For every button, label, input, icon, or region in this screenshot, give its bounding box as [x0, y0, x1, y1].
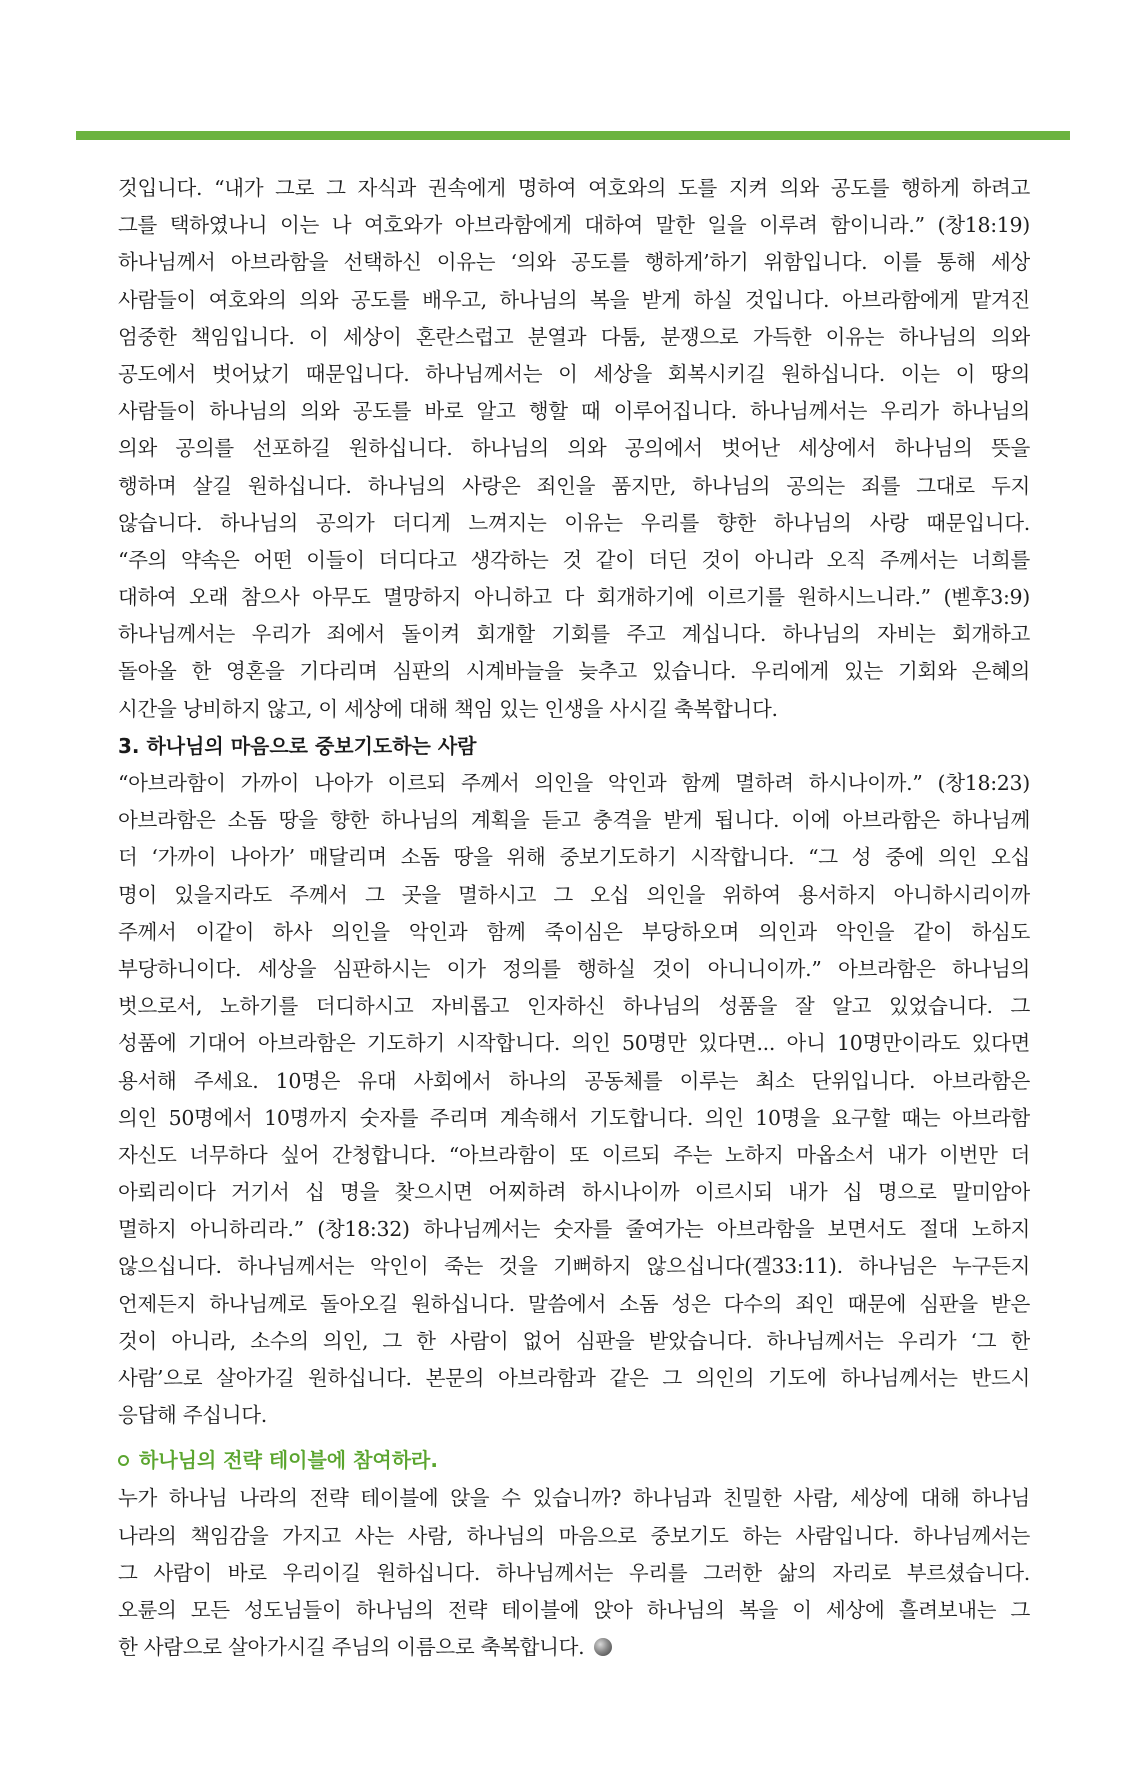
text-line-content: 것입니다. “내가 그로 그 자식과 권속에게 명하여 여호와의 도를 지켜 의와 공도를 행하게 하려고: [118, 176, 1030, 200]
text-line-content: 더 ‘가까이 나아가’ 매달리며 소돔 땅을 위해 중보기도하기 시작합니다. “그 성 중에 의인 오십: [118, 845, 1030, 870]
text-line-content: 자신도 너무하다 싶어 간청합니다. “아브라함이 또 이르되 주는 노하지 마옵소서 내가 이번만 더: [118, 1142, 1030, 1167]
top-green-rule: [76, 131, 1070, 140]
sub-heading-text: 하나님의 전략 테이블에 참여하라.: [139, 1447, 438, 1472]
text-line-content: 멸하지 아니하리라.” (창18:32) 하나님께서는 숫자를 줄여가는 아브라함을 보면서도 절대 노하지: [118, 1217, 1030, 1242]
text-line-content: 부당하니이다. 세상을 심판하시는 이가 정의를 행하실 것이 아니니이까.” 아브라함은 하나님의: [118, 956, 1030, 981]
text-line: [118, 244, 1030, 281]
text-line: [118, 1211, 1030, 1248]
text-line-content: 오륜의 모든 성도님들이 하나님의 전략 테이블에 앉아 하나님의 복을 이 세상에 흘려보내는 그: [118, 1597, 1030, 1622]
text-line-content: “아브라함이 가까이 나아가 이르되 주께서 의인을 악인과 함께 멸하려 하시나이까.” (창18:23): [118, 771, 1030, 795]
text-line: [118, 1518, 1030, 1555]
text-line: [118, 393, 1030, 430]
text-line: [118, 1323, 1030, 1360]
text-line-content: 행하며 살길 원하십니다. 하나님의 사랑은 죄인을 품지만, 하나님의 공의는 죄를 그대로 두지: [118, 473, 1030, 498]
text-line: [118, 356, 1030, 393]
text-line: [118, 468, 1030, 505]
text-line: [118, 170, 1030, 207]
text-line-content: 한 사람으로 살아가시길 주님의 이름으로 축복합니다.: [118, 1635, 585, 1660]
text-line-content: 사람들이 하나님의 의와 공도를 바로 알고 행할 때 이루어집니다. 하나님께서는 우리가 하나님의: [118, 399, 1030, 424]
text-line-content: 벗으로서, 노하기를 더디하시고 자비롭고 인자하신 하나님의 성품을 잘 알고 있었습니다. 그: [118, 994, 1030, 1019]
text-line: [118, 319, 1030, 356]
text-line-content: 공도에서 벗어났기 때문입니다. 하나님께서는 이 세상을 회복시키길 원하십니다. 이는 이 땅의: [118, 361, 1030, 386]
text-line: [118, 1248, 1030, 1285]
text-line-content: 응답해 주십니다.: [118, 1403, 267, 1428]
text-line: [118, 1360, 1030, 1397]
text-line-content: 누가 하나님 나라의 전략 테이블에 앉을 수 있습니까? 하나님과 친밀한 사람, 세상에 대해 하나님: [118, 1486, 1030, 1511]
text-line: [118, 1025, 1030, 1062]
text-line-content: 사람들이 여호와의 의와 공도를 배우고, 하나님의 복을 받게 하실 것입니다. 아브라함에게 맡겨진: [118, 287, 1030, 312]
text-line-content: 용서해 주세요. 10명은 유대 사회에서 하나의 공동체를 이루는 최소 단위입니다. 아브라함은: [118, 1068, 1030, 1093]
text-line-content: 의와 공의를 선포하길 원하십니다. 하나님의 의와 공의에서 벗어난 세상에서 하나님의 뜻을: [118, 436, 1030, 461]
text-line: [118, 877, 1030, 914]
text-line: [118, 616, 1030, 653]
text-line: [118, 1286, 1030, 1323]
section-heading: 3. 하나님의 마음으로 중보기도하는 사람: [118, 733, 477, 758]
text-line: [118, 542, 1030, 579]
text-line: [118, 839, 1030, 876]
text-line-content: 돌아올 한 영혼을 기다리며 심판의 시계바늘을 늦추고 있습니다. 우리에게 있는 기회와 은혜의: [118, 659, 1030, 684]
text-line: [118, 1174, 1030, 1211]
paragraph-block-2: [118, 765, 1030, 1434]
text-line-content: 않습니다. 하나님의 공의가 더디게 느껴지는 이유는 우리를 향한 하나님의 사랑 때문입니다.: [118, 510, 1030, 535]
text-line: [118, 653, 1030, 690]
text-line-content: 대하여 오래 참으사 아무도 멸망하지 아니하고 다 회개하기에 이르기를 원하시느니라.” (벧후3:9): [118, 585, 1030, 610]
text-line: [118, 1100, 1030, 1137]
text-line-content: 나라의 책임감을 가지고 사는 사람, 하나님의 마음으로 중보기도 하는 사람입니다. 하나님께서는: [118, 1523, 1030, 1548]
text-line-content: 성품에 기대어 아브라함은 기도하기 시작합니다. 의인 50명만 있다면... 아니 10명만이라도 있다면: [118, 1031, 1030, 1056]
text-line-content: 명이 있을지라도 주께서 그 곳을 멸하시고 그 오십 의인을 위하여 용서하지 아니하시리이까: [118, 882, 1030, 907]
text-line: [118, 765, 1030, 802]
text-line: [118, 207, 1030, 244]
page-content: [118, 170, 1030, 1666]
end-of-article-icon: [594, 1638, 612, 1656]
text-line: [118, 1397, 1030, 1434]
text-line-content: 아브라함은 소돔 땅을 향한 하나님의 계획을 듣고 충격을 받게 됩니다. 이에 아브라함은 하나님께: [118, 808, 1030, 833]
text-line: [118, 579, 1030, 616]
text-line-content: 엄중한 책임입니다. 이 세상이 혼란스럽고 분열과 다툼, 분쟁으로 가득한 이유는 하나님의 의와: [118, 324, 1030, 349]
text-line-content: 아뢰리이다 거기서 십 명을 찾으시면 어찌하려 하시나이까 이르시되 내가 십 명으로 말미암아: [118, 1180, 1030, 1205]
text-line-content: 의인 50명에서 10명까지 숫자를 주리며 계속해서 기도합니다. 의인 10명을 요구할 때는 아브라함: [118, 1105, 1030, 1130]
text-line-content: 주께서 이같이 하사 의인을 악인과 함께 죽이심은 부당하오며 의인과 악인을 같이 하심도: [118, 919, 1030, 944]
text-line-content: 하나님께서 아브라함을 선택하신 이유는 ‘의와 공도를 행하게’하기 위함입니다. 이를 통해 세상: [118, 250, 1030, 275]
text-line-content: 언제든지 하나님께로 돌아오길 원하십니다. 말씀에서 소돔 성은 다수의 죄인 때문에 심판을 받은: [118, 1291, 1030, 1316]
text-line-content: 하나님께서는 우리가 죄에서 돌이켜 회개할 기회를 주고 계십니다. 하나님의 자비는 회개하고: [118, 622, 1030, 647]
text-line: [118, 802, 1030, 839]
text-line: [118, 1063, 1030, 1100]
text-line: [118, 430, 1030, 467]
text-line-content: 시간을 낭비하지 않고, 이 세상에 대해 책임 있는 인생을 사시길 축복합니다.: [118, 696, 778, 721]
text-line: [118, 1555, 1030, 1592]
text-line: [118, 1629, 1030, 1666]
text-line-content: 것이 아니라, 소수의 의인, 그 한 사람이 없어 심판을 받았습니다. 하나님께서는 우리가 ‘그 한: [118, 1328, 1030, 1353]
text-line: [118, 1480, 1030, 1517]
text-line: [118, 914, 1030, 951]
text-line: [118, 282, 1030, 319]
paragraph-block-1: [118, 170, 1030, 728]
text-line-content: “주의 약속은 어떤 이들이 더디다고 생각하는 것 같이 더딘 것이 아니라 오직 주께서는 너희를: [118, 547, 1030, 572]
text-line-content: 사람’으로 살아가길 원하십니다. 본문의 아브라함과 같은 그 의인의 기도에 하나님께서는 반드시: [118, 1366, 1030, 1390]
text-line: [118, 691, 1030, 728]
sub-heading: [118, 1440, 1030, 1480]
text-line: [118, 1137, 1030, 1174]
text-line: [118, 988, 1030, 1025]
text-line-content: 그를 택하였나니 이는 나 여호와가 아브라함에게 대하여 말한 일을 이루려 함이니라.” (창18:19): [118, 213, 1030, 238]
text-line: [118, 951, 1030, 988]
circle-bullet-icon: [118, 1455, 129, 1466]
text-line-content: 않으십니다. 하나님께서는 악인이 죽는 것을 기뻐하지 않으십니다(겔33:11). 하나님은 누구든지: [118, 1254, 1030, 1279]
paragraph-block-3: [118, 1480, 1030, 1666]
text-line: [118, 505, 1030, 542]
text-line-content: 그 사람이 바로 우리이길 원하십니다. 하나님께서는 우리를 그러한 삶의 자리로 부르셨습니다.: [118, 1560, 1030, 1585]
text-line: [118, 1592, 1030, 1629]
